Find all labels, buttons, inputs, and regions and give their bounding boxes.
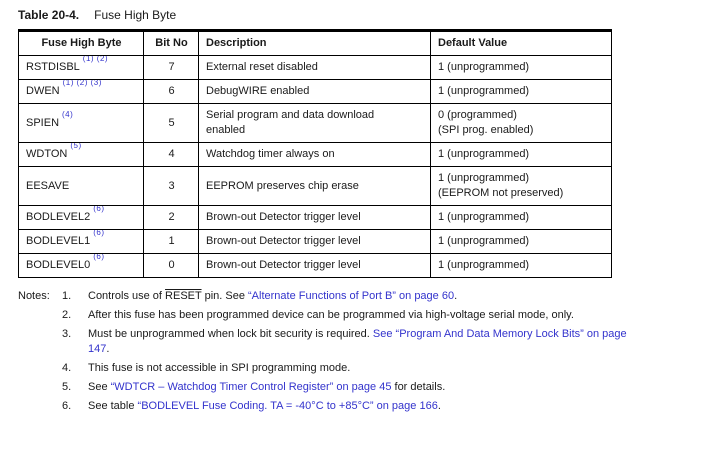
note-line — [88, 380, 445, 395]
note-text-segment: . — [454, 290, 458, 302]
cell-line: Brown-out Detector trigger level — [206, 235, 361, 247]
cell-line: 1 (unprogrammed) — [438, 259, 530, 271]
fuse-name-cell — [19, 143, 144, 167]
note-text-segment: . — [106, 343, 110, 355]
note-text-segment: See table — [88, 400, 138, 412]
bit-number-cell: 5 — [144, 104, 199, 143]
default-value-cell — [431, 167, 612, 206]
description-cell — [199, 206, 431, 230]
column-header: Default Value — [431, 31, 612, 56]
cross-reference-link[interactable]: See “Program And Data Memory Lock Bits” on page — [372, 328, 627, 340]
note-text — [88, 380, 445, 395]
cell-line: Brown-out Detector trigger level — [206, 259, 361, 271]
cell-line: Serial program and data download — [206, 109, 375, 121]
fuse-name: WDTON — [26, 148, 68, 160]
note-reference[interactable]: (6) — [93, 229, 105, 238]
note-text-segment: . — [437, 400, 441, 412]
cell-line: DebugWIRE enabled — [206, 85, 310, 97]
description-cell — [199, 167, 431, 206]
fuse-name-cell — [19, 80, 144, 104]
note-item — [62, 289, 718, 304]
note-item — [62, 327, 718, 357]
note-number: 2. — [62, 309, 72, 321]
cell-line: 1 (unprogrammed) — [438, 235, 530, 247]
note-item — [62, 308, 718, 323]
cross-reference-link[interactable]: “BODLEVEL Fuse Coding. TA = -40°C to +85°C” on page 166 — [137, 400, 438, 412]
note-text-segment: After this fuse has been programmed device can be programmed via high-voltage serial mode, only. — [88, 309, 574, 321]
notes-section — [18, 289, 718, 418]
note-number: 5. — [62, 381, 72, 393]
description-cell — [199, 56, 431, 80]
note-line — [88, 327, 627, 342]
note-reference[interactable]: (6) — [93, 253, 105, 262]
bit-number-cell: 0 — [144, 254, 199, 278]
fuse-name-cell — [19, 104, 144, 143]
note-number: 3. — [62, 328, 72, 340]
bit-number-cell: 1 — [144, 230, 199, 254]
bit-number-cell: 7 — [144, 56, 199, 80]
bit-number-cell: 3 — [144, 167, 199, 206]
default-value-cell — [431, 230, 612, 254]
bit-number-cell: 2 — [144, 206, 199, 230]
table-header-row — [19, 31, 612, 56]
note-text — [88, 289, 457, 304]
description-cell — [199, 104, 431, 143]
notes-list — [62, 289, 718, 418]
column-header: Description — [199, 31, 431, 56]
note-item — [62, 361, 718, 376]
table-row — [19, 230, 612, 254]
fuse-name-cell — [19, 167, 144, 206]
cell-line: 1 (unprogrammed) — [438, 85, 530, 97]
note-text-segment: pin. See — [201, 290, 249, 302]
cell-line: 1 (unprogrammed) — [438, 148, 530, 160]
cell-line: 1 (unprogrammed) — [438, 211, 530, 223]
fuse-name-cell — [19, 56, 144, 80]
description-cell — [199, 143, 431, 167]
table-row — [19, 206, 612, 230]
fuse-name-cell — [19, 230, 144, 254]
table-row — [19, 143, 612, 167]
cell-line: EEPROM preserves chip erase — [206, 179, 359, 192]
note-reference[interactable]: (6) — [93, 205, 105, 214]
reset-signal-overline: RESET — [165, 290, 202, 302]
cell-line: External reset disabled — [206, 61, 318, 73]
default-value-cell — [431, 56, 612, 80]
default-value-cell — [431, 104, 612, 143]
cell-line: 0 (programmed) — [438, 109, 517, 121]
cell-line: enabled — [206, 124, 246, 136]
note-text — [88, 327, 627, 357]
column-header: Fuse High Byte — [19, 31, 144, 56]
note-line — [88, 399, 441, 414]
description-cell — [199, 80, 431, 104]
table-number: Table 20-4. — [18, 8, 80, 22]
note-number: 4. — [62, 362, 72, 374]
fuse-name: RSTDISBL — [26, 61, 80, 73]
table-row — [19, 56, 612, 80]
description-cell — [199, 230, 431, 254]
note-text-segment: This fuse is not accessible in SPI programming mode. — [88, 362, 351, 374]
fuse-name-cell — [19, 254, 144, 278]
table-row — [19, 104, 612, 143]
note-text — [88, 361, 350, 376]
note-reference[interactable]: (1) (2) (3) — [62, 79, 102, 88]
note-text-segment: for details. — [391, 381, 446, 393]
note-reference[interactable]: (5) — [70, 142, 82, 151]
bit-number-cell: 6 — [144, 80, 199, 104]
column-header: Bit No — [144, 31, 199, 56]
note-reference[interactable]: (1) (2) — [82, 55, 109, 64]
cross-reference-link[interactable]: “Alternate Functions of Port B” on page 60 — [248, 290, 455, 302]
cross-reference-link[interactable]: 147 — [88, 343, 107, 355]
default-value-cell — [431, 206, 612, 230]
bit-number-cell: 4 — [144, 143, 199, 167]
note-item — [62, 380, 718, 395]
table-title — [18, 8, 718, 22]
note-line — [88, 308, 574, 323]
fuse-name: DWEN — [26, 85, 60, 97]
cell-line: (SPI prog. enabled) — [438, 124, 534, 136]
fuse-name: EESAVE — [26, 179, 70, 192]
note-number: 1. — [62, 290, 72, 302]
default-value-cell — [431, 143, 612, 167]
note-reference[interactable]: (4) — [62, 109, 74, 119]
note-text-segment: See — [88, 381, 111, 393]
table-row — [19, 80, 612, 104]
default-value-cell — [431, 254, 612, 278]
cell-line: 1 (unprogrammed) — [438, 61, 530, 73]
fuse-name: BODLEVEL1 — [26, 235, 91, 247]
fuse-name-cell — [19, 206, 144, 230]
note-text — [88, 308, 574, 323]
cross-reference-link[interactable]: “WDTCR – Watchdog Timer Control Register” on page 45 — [110, 381, 392, 393]
note-line — [88, 342, 627, 357]
table-row — [19, 167, 612, 206]
table-row — [19, 254, 612, 278]
note-text — [88, 399, 441, 414]
cell-line: Watchdog timer always on — [206, 148, 335, 160]
fuse-high-byte-table — [18, 29, 612, 278]
notes-label: Notes: — [18, 290, 50, 302]
cell-line: Brown-out Detector trigger level — [206, 211, 361, 223]
note-number: 6. — [62, 400, 72, 412]
table-caption: Fuse High Byte — [94, 8, 177, 22]
cell-line: 1 (unprogrammed) — [438, 172, 530, 184]
note-text-segment: Controls use of — [88, 290, 166, 302]
note-item — [62, 399, 718, 414]
default-value-cell — [431, 80, 612, 104]
fuse-name: BODLEVEL2 — [26, 211, 91, 223]
cell-line: (EEPROM not preserved) — [438, 187, 564, 199]
note-line — [88, 289, 457, 304]
description-cell — [199, 254, 431, 278]
note-text-segment: Must be unprogrammed when lock bit security is required. — [88, 328, 373, 340]
fuse-name: BODLEVEL0 — [26, 259, 91, 271]
fuse-name: SPIEN — [26, 116, 60, 129]
note-line — [88, 361, 350, 376]
